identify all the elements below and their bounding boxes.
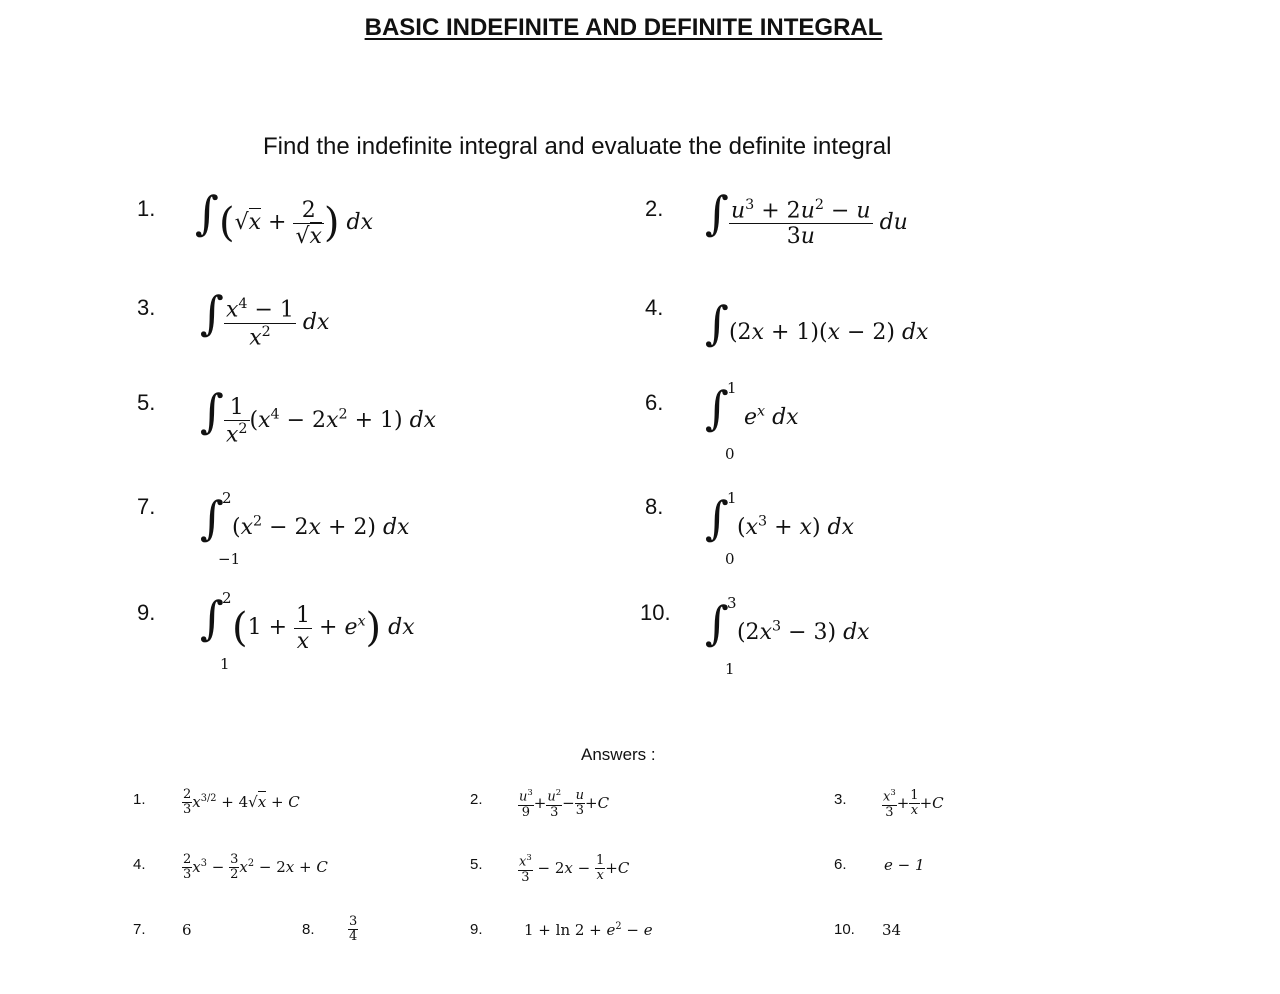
answers-heading: Answers :: [581, 745, 656, 764]
problem-5-integral: ∫ $\frac{1}{x^2}$ $(x^4 - 2x^2 + 1)$ dx: [200, 384, 437, 448]
answer-5-number: 5.: [470, 856, 483, 873]
page-title: BASIC INDEFINITE AND DEFINITE INTEGRAL: [364, 14, 883, 41]
problem-6-number: 6.: [645, 390, 664, 415]
problem-8-number: 8.: [645, 494, 664, 519]
answer-1-value: $\frac{2}{3}$ $x^{3/2} + 4√x + C$: [183, 787, 300, 818]
answer-6-number: 6.: [834, 856, 847, 873]
answer-9-number: 9.: [470, 921, 483, 938]
problem-9-integral: ∫ 2 1 (1 + $\frac{1}{x}$ + $e^x$) dx: [200, 589, 415, 673]
problem-8-integral: ∫ 1 0 $(x^3 + x)$ dx: [705, 489, 855, 568]
problem-7-number: 7.: [137, 494, 156, 519]
answer-4-number: 4.: [133, 856, 146, 873]
answer-8-value: $\frac{3}{4}$: [349, 914, 358, 945]
problem-3-number: 3.: [137, 295, 156, 320]
answer-3-value: $\frac{x^3}{3}$ + $\frac{1}{x}$ +C: [883, 787, 944, 820]
answer-8-number: 8.: [302, 921, 315, 938]
answer-2-number: 2.: [470, 791, 483, 808]
answer-9-value: $1 + \ln 2 + e^2 - e$: [524, 921, 653, 939]
answer-7-value: 6: [182, 921, 192, 939]
problem-10-number: 10.: [640, 600, 671, 625]
problem-5-number: 5.: [137, 390, 156, 415]
answer-6-value: e − 1: [884, 856, 925, 874]
answer-2-value: $\frac{u^3}{9}$ + $\frac{u^2}{3}$ − $\frac{u}{3}$ +C: [519, 787, 610, 820]
problem-2-number: 2.: [645, 196, 664, 221]
problem-3-integral: ∫ $\frac{x^4 - 1}{x^2}$ dx: [200, 286, 330, 350]
problem-9-number: 9.: [137, 600, 156, 625]
problem-1-integral: ∫(√x + $\frac{2}{√x}$ ) dx: [195, 186, 374, 249]
answer-10-value: 34: [882, 921, 902, 939]
problem-7-integral: ∫ 2 −1 $(x^2 - 2x + 2)$ dx: [200, 489, 410, 568]
answer-10-number: 10.: [834, 921, 855, 938]
problem-10-integral: ∫ 3 1 $(2x^3 - 3)$ dx: [705, 594, 870, 678]
problem-2-integral: ∫ $\frac{u^3 + 2u^2 - u}{3u}$ du: [705, 186, 908, 250]
answer-4-value: $\frac{2}{3}$ $x^3$ − $\frac{3}{2}$ $x^2 - 2x + C$: [183, 852, 328, 883]
problem-1-number: 1.: [137, 196, 156, 221]
answer-5-value: $\frac{x^3}{3}$ − 2x − $\frac{1}{x}$ +C: [519, 852, 630, 885]
problem-6-integral: ∫ 1 0 $e^x$ dx: [705, 379, 799, 463]
answer-1-number: 1.: [133, 791, 146, 808]
problem-4-number: 4.: [645, 295, 664, 320]
answer-7-number: 7.: [133, 921, 146, 938]
instructions: Find the indefinite integral and evaluate the definite integral: [263, 133, 892, 160]
answer-3-number: 3.: [834, 791, 847, 808]
problem-4-integral: ∫(2x + 1)(x − 2) dx: [705, 296, 929, 350]
